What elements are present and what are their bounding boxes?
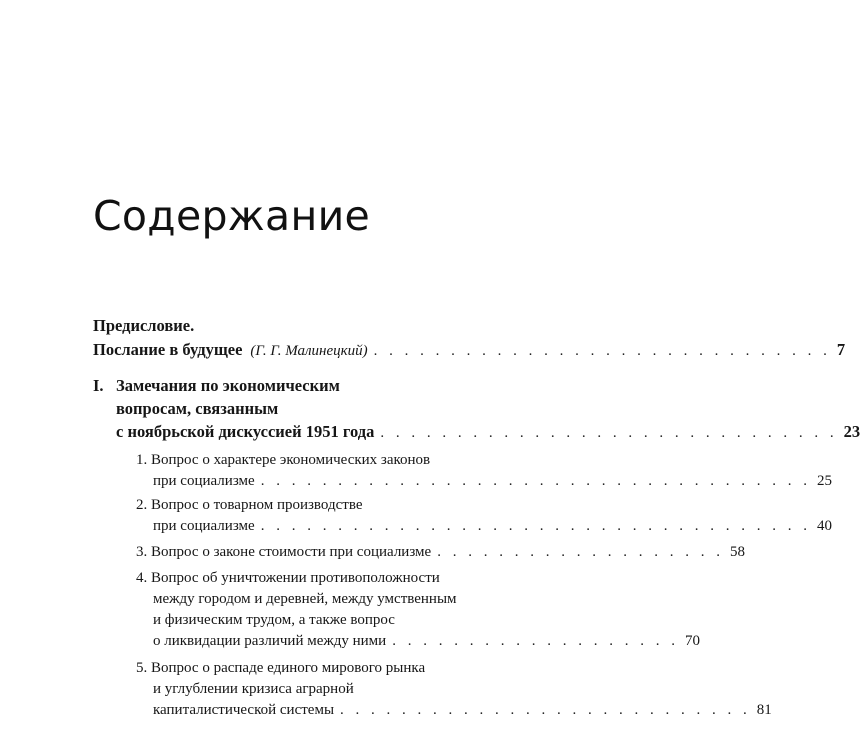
section-title-line: 2. Вопрос о товарном производстве <box>136 497 363 513</box>
section-title-line: о ликвидации различий между ними <box>153 633 387 649</box>
section-title-line: при социализме <box>153 473 255 489</box>
dot-leader: . . . . . . . . . . . . . . . . . . . . . . . . . . . . . . . . . . . . <box>260 473 811 489</box>
section-title-line: между городом и деревней, между умственным <box>153 591 457 607</box>
section-title-line: и физическим трудом, а также вопрос <box>153 612 395 628</box>
toc-entry-section-2[interactable] <box>153 518 832 535</box>
section-title-line: 3. Вопрос о законе стоимости при социализме <box>136 544 432 560</box>
preface-heading: Предисловие. <box>93 316 195 335</box>
page-number: 23 <box>843 422 860 441</box>
page-number: 70 <box>684 633 700 649</box>
section-title-line: 4. Вопрос об уничтожении противоположности <box>136 570 440 586</box>
chapter-number: I. <box>93 376 104 395</box>
toc-entry-section-3[interactable] <box>136 544 745 561</box>
dot-leader: . . . . . . . . . . . . . . . . . . . . . . . . . . . <box>340 702 751 718</box>
page-number: 7 <box>836 340 846 359</box>
page-number: 81 <box>756 702 772 718</box>
section-title-line: 5. Вопрос о распаде единого мирового рынка <box>136 660 426 676</box>
dot-leader: . . . . . . . . . . . . . . . . . . . . . . . . . . . . . . . . . . . . <box>260 518 811 534</box>
page-number: 40 <box>816 518 832 534</box>
toc-entry-section-1[interactable] <box>153 473 832 490</box>
chapter-title-line: с ноябрьской дискуссией 1951 года <box>116 422 375 441</box>
dot-leader: . . . . . . . . . . . . . . . . . . . . . . . . . . . . . . <box>380 425 838 441</box>
chapter-title-line: вопросам, связанным <box>116 399 279 418</box>
toc-entry-chapter-1[interactable] <box>116 422 860 442</box>
page-title: Содержание <box>93 192 371 240</box>
preface-title: Послание в будущее <box>93 340 243 359</box>
section-title-line: при социализме <box>153 518 255 534</box>
page-number: 58 <box>729 544 745 560</box>
chapter-title-line: Замечания по экономическим <box>116 376 340 395</box>
dot-leader: . . . . . . . . . . . . . . . . . . . . . . . . . . . . . . <box>373 343 831 359</box>
section-title-line: капиталистической системы <box>153 702 335 718</box>
section-title-line: и углублении кризиса аграрной <box>153 681 354 697</box>
section-title-line: 1. Вопрос о характере экономических законов <box>136 452 431 468</box>
dot-leader: . . . . . . . . . . . . . . . . . . . <box>392 633 679 649</box>
page-number: 25 <box>816 473 832 489</box>
toc-entry-section-4[interactable] <box>153 633 700 650</box>
preface-author: (Г. Г. Малинецкий) <box>250 343 368 359</box>
toc-entry-section-5[interactable] <box>153 702 772 719</box>
dot-leader: . . . . . . . . . . . . . . . . . . . <box>437 544 724 560</box>
toc-entry-preface[interactable] <box>93 340 846 360</box>
